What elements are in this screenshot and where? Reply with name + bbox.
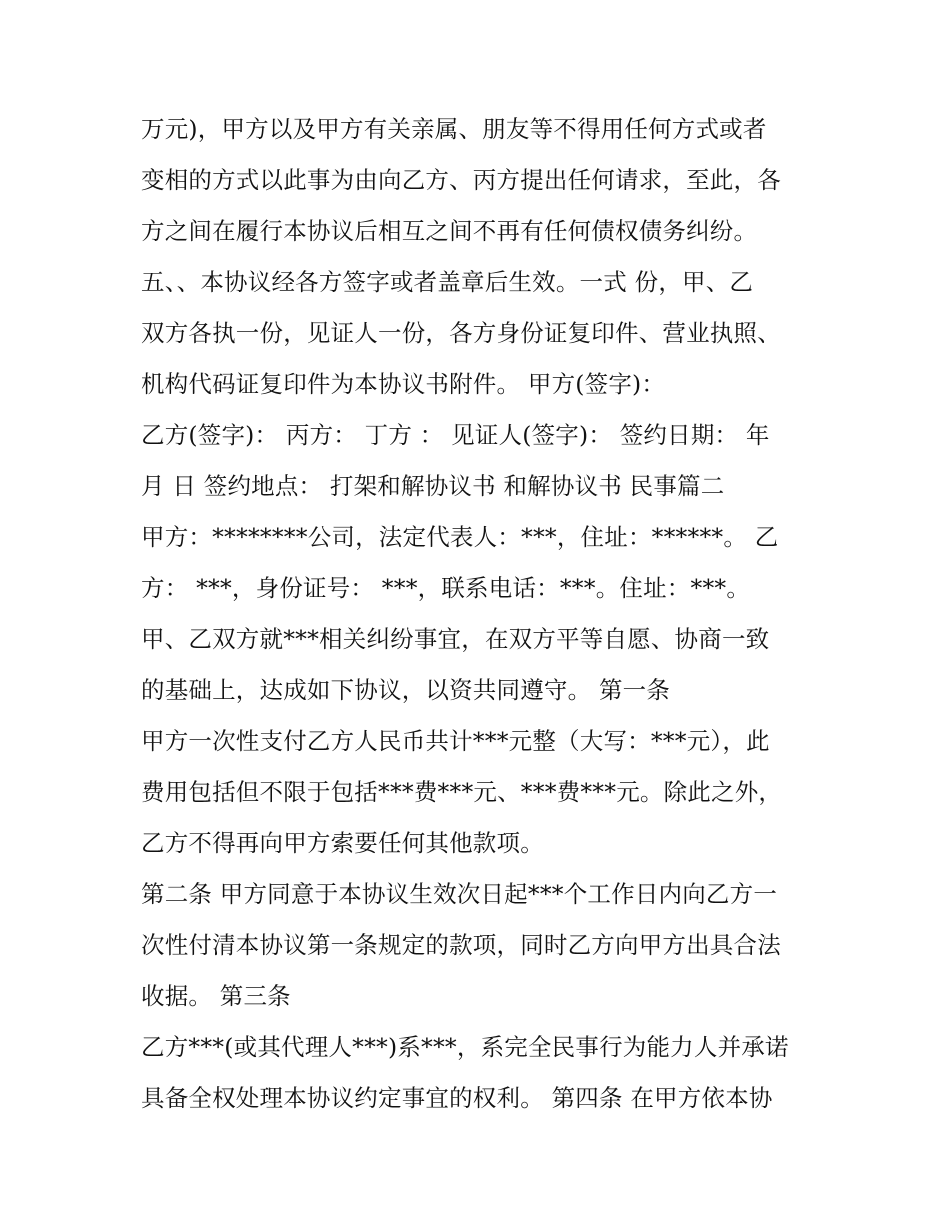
text-line: 月 日 签约地点： 打架和解协议书 和解协议书 民事篇二 (141, 472, 725, 500)
text-line: 双方各执一份，见证人一份，各方身份证复印件、营业执照、 (141, 319, 781, 347)
text-line: 五、、本协议经各方签字或者盖章后生效。一式 份，甲、乙 (141, 268, 754, 296)
text-line: 乙方***(或其代理人***)系***，系完全民事行为能力人并承诺 (141, 1033, 789, 1061)
text-line: 具备全权处理本协议约定事宜的权利。 第四条 在甲方依本协 (141, 1084, 773, 1112)
text-line: 甲、乙双方就***相关纠纷事宜，在双方平等自愿、协商一致 (141, 625, 770, 653)
text-line: 甲方：********公司，法定代表人：***，住址：******。 乙 (141, 523, 779, 551)
text-line: 乙方不得再向甲方索要任何其他款项。 (141, 829, 544, 857)
text-line: 第二条 甲方同意于本协议生效次日起***个工作日内向乙方一 (141, 880, 778, 908)
text-line: 机构代码证复印件为本协议书附件。 甲方(签字)： (141, 370, 666, 398)
text-line: 乙方(签字)： 丙方： 丁方 ： 见证人(签字)： 签约日期： 年 (141, 421, 770, 449)
text-line: 万元)，甲方以及甲方有关亲属、朋友等不得用任何方式或者 (141, 115, 767, 143)
text-line: 变相的方式以此事为由向乙方、丙方提出任何请求，至此，各 (141, 166, 781, 194)
text-line: 收据。 第三条 (141, 982, 291, 1010)
text-line: 甲方一次性支付乙方人民币共计***元整（大写：***元），此 (141, 727, 770, 755)
text-line: 次性付清本协议第一条规定的款项，同时乙方向甲方出具合法 (141, 931, 781, 959)
text-line: 方之间在履行本协议后相互之间不再有任何债权债务纠纷。 (141, 217, 758, 245)
text-line: 的基础上，达成如下协议，以资共同遵守。 第一条 (141, 676, 671, 704)
text-line: 费用包括但不限于包括***费***元、***费***元。除此之外， (141, 778, 783, 806)
document-page (141, 104, 821, 1124)
text-line: 方： ***，身份证号： ***，联系电话：***。住址：***。 (141, 574, 751, 602)
